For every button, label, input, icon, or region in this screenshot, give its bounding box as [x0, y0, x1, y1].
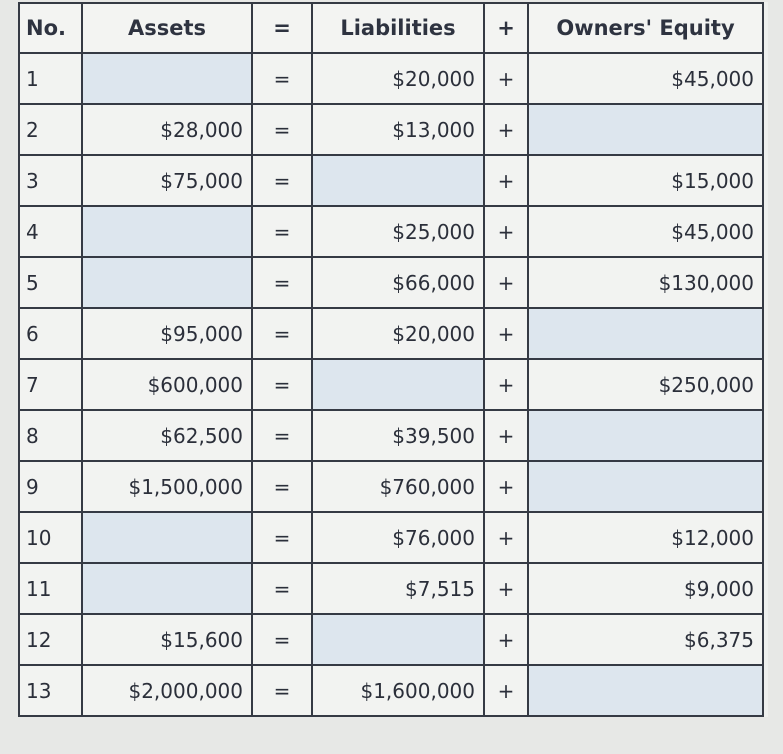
table-row — [19, 665, 763, 716]
liabilities-cell: $20,000 — [312, 53, 484, 104]
equals-sign-cell: = — [252, 461, 312, 512]
equals-sign-cell: = — [252, 155, 312, 206]
header-owners-equity: Owners' Equity — [528, 3, 763, 53]
equals-sign-cell: = — [252, 104, 312, 155]
row-number-cell: 1 — [19, 53, 82, 104]
assets-cell: $15,600 — [82, 614, 252, 665]
table-row — [19, 410, 763, 461]
equals-sign-cell: = — [252, 308, 312, 359]
header-equals: = — [252, 3, 312, 53]
owners-equity-cell: $15,000 — [528, 155, 763, 206]
owners-equity-cell: $45,000 — [528, 206, 763, 257]
row-number-cell: 5 — [19, 257, 82, 308]
table-row — [19, 206, 763, 257]
table-row — [19, 563, 763, 614]
liabilities-cell[interactable] — [312, 614, 484, 665]
row-number-cell: 13 — [19, 665, 82, 716]
assets-cell: $600,000 — [82, 359, 252, 410]
liabilities-cell: $1,600,000 — [312, 665, 484, 716]
owners-equity-cell: $45,000 — [528, 53, 763, 104]
header-no: No. — [19, 3, 82, 53]
assets-cell[interactable] — [82, 53, 252, 104]
liabilities-cell: $39,500 — [312, 410, 484, 461]
row-number-cell: 12 — [19, 614, 82, 665]
row-number-cell: 8 — [19, 410, 82, 461]
equals-sign-cell: = — [252, 563, 312, 614]
plus-sign-cell: + — [484, 359, 528, 410]
equals-sign-cell: = — [252, 614, 312, 665]
assets-cell[interactable] — [82, 257, 252, 308]
table-row — [19, 53, 763, 104]
equals-sign-cell: = — [252, 359, 312, 410]
table-row — [19, 308, 763, 359]
row-number-cell: 6 — [19, 308, 82, 359]
liabilities-cell: $66,000 — [312, 257, 484, 308]
owners-equity-cell: $9,000 — [528, 563, 763, 614]
row-number-cell: 2 — [19, 104, 82, 155]
equals-sign-cell: = — [252, 410, 312, 461]
table-row — [19, 257, 763, 308]
assets-cell: $2,000,000 — [82, 665, 252, 716]
assets-cell[interactable] — [82, 206, 252, 257]
table-row — [19, 614, 763, 665]
plus-sign-cell: + — [484, 308, 528, 359]
liabilities-cell[interactable] — [312, 359, 484, 410]
owners-equity-cell: $130,000 — [528, 257, 763, 308]
assets-cell: $1,500,000 — [82, 461, 252, 512]
owners-equity-cell: $6,375 — [528, 614, 763, 665]
owners-equity-cell[interactable] — [528, 308, 763, 359]
row-number-cell: 9 — [19, 461, 82, 512]
plus-sign-cell: + — [484, 665, 528, 716]
owners-equity-cell: $250,000 — [528, 359, 763, 410]
owners-equity-cell[interactable] — [528, 665, 763, 716]
plus-sign-cell: + — [484, 614, 528, 665]
equals-sign-cell: = — [252, 665, 312, 716]
plus-sign-cell: + — [484, 257, 528, 308]
plus-sign-cell: + — [484, 206, 528, 257]
header-plus: + — [484, 3, 528, 53]
row-number-cell: 7 — [19, 359, 82, 410]
row-number-cell: 3 — [19, 155, 82, 206]
owners-equity-cell: $12,000 — [528, 512, 763, 563]
header-assets: Assets — [82, 3, 252, 53]
accounting-equation-table — [18, 2, 764, 717]
table-row — [19, 359, 763, 410]
row-number-cell: 10 — [19, 512, 82, 563]
equals-sign-cell: = — [252, 206, 312, 257]
table-row — [19, 512, 763, 563]
plus-sign-cell: + — [484, 410, 528, 461]
worksheet — [18, 2, 768, 717]
row-number-cell: 11 — [19, 563, 82, 614]
assets-cell: $95,000 — [82, 308, 252, 359]
row-number-cell: 4 — [19, 206, 82, 257]
liabilities-cell: $760,000 — [312, 461, 484, 512]
liabilities-cell: $76,000 — [312, 512, 484, 563]
liabilities-cell: $25,000 — [312, 206, 484, 257]
assets-cell[interactable] — [82, 512, 252, 563]
equals-sign-cell: = — [252, 53, 312, 104]
owners-equity-cell[interactable] — [528, 461, 763, 512]
owners-equity-cell[interactable] — [528, 104, 763, 155]
assets-cell: $62,500 — [82, 410, 252, 461]
assets-cell: $75,000 — [82, 155, 252, 206]
plus-sign-cell: + — [484, 563, 528, 614]
liabilities-cell: $20,000 — [312, 308, 484, 359]
table-row — [19, 104, 763, 155]
equals-sign-cell: = — [252, 512, 312, 563]
owners-equity-cell[interactable] — [528, 410, 763, 461]
plus-sign-cell: + — [484, 512, 528, 563]
plus-sign-cell: + — [484, 104, 528, 155]
plus-sign-cell: + — [484, 461, 528, 512]
header-row — [19, 3, 763, 53]
assets-cell: $28,000 — [82, 104, 252, 155]
plus-sign-cell: + — [484, 53, 528, 104]
table-row — [19, 155, 763, 206]
equals-sign-cell: = — [252, 257, 312, 308]
assets-cell[interactable] — [82, 563, 252, 614]
plus-sign-cell: + — [484, 155, 528, 206]
table-row — [19, 461, 763, 512]
header-liabilities: Liabilities — [312, 3, 484, 53]
liabilities-cell[interactable] — [312, 155, 484, 206]
liabilities-cell: $7,515 — [312, 563, 484, 614]
liabilities-cell: $13,000 — [312, 104, 484, 155]
